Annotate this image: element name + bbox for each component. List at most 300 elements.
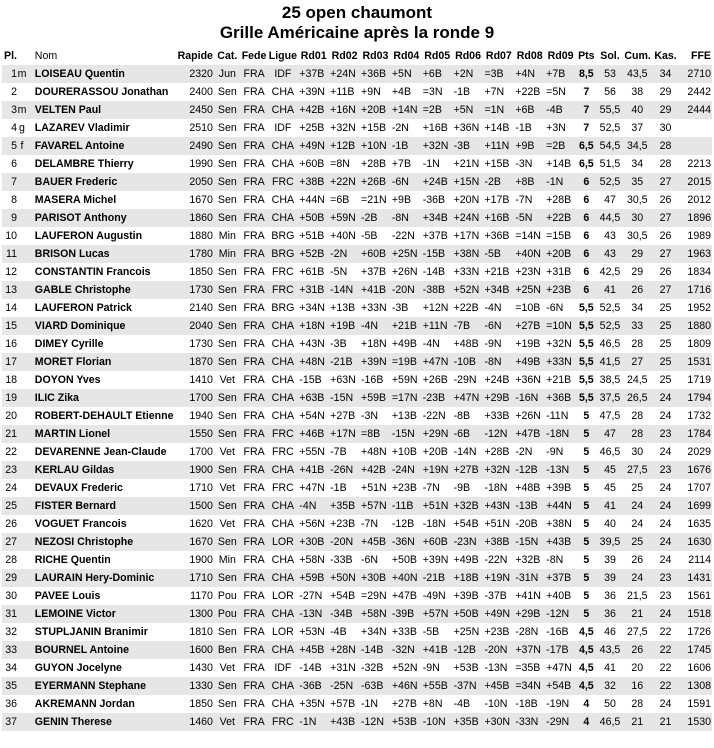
league: CHA: [267, 335, 298, 353]
cumulative: 34,5: [623, 137, 651, 155]
ffe-rating: 1880: [680, 317, 712, 335]
round-5: +20B: [422, 443, 453, 461]
points: 4,5: [576, 623, 597, 641]
kashdan: 26: [651, 263, 680, 281]
table-row: [2, 155, 712, 173]
table-row: [2, 281, 712, 299]
round-3: -5B: [360, 227, 391, 245]
rapid-rating: 1880: [175, 227, 214, 245]
round-3: +28B: [360, 155, 391, 173]
round-6: +5N: [453, 101, 484, 119]
round-5: -23B: [422, 389, 453, 407]
cumulative: 34: [623, 155, 651, 173]
title-marker: f: [20, 140, 24, 152]
player-name: LAZAREV Vladimir: [31, 119, 175, 137]
player-name: FISTER Bernard: [31, 497, 175, 515]
points: 7: [576, 83, 597, 101]
rank-cell: [2, 677, 31, 695]
round-9: -4B: [545, 101, 576, 119]
federation: FRA: [241, 623, 268, 641]
player-name: RICHE Quentin: [31, 551, 175, 569]
table-row: [2, 533, 712, 551]
ffe-rating: 1518: [680, 605, 712, 623]
category: Sen: [214, 353, 241, 371]
cumulative: 24: [623, 515, 651, 533]
round-3: -63B: [360, 677, 391, 695]
page-title: 25 open chaumont: [281, 3, 433, 22]
kashdan: 22: [651, 623, 680, 641]
ffe-rating: 1635: [680, 515, 712, 533]
player-name: MASERA Michel: [31, 191, 175, 209]
cumulative: 24,5: [623, 371, 651, 389]
rank-cell: [2, 623, 31, 641]
kashdan: 26: [651, 227, 680, 245]
table-row: [2, 497, 712, 515]
kashdan: 28: [651, 137, 680, 155]
round-7: +17B: [483, 191, 514, 209]
kashdan: 25: [651, 353, 680, 371]
round-3: -32B: [360, 659, 391, 677]
rank-cell: [2, 173, 31, 191]
table-row: [2, 569, 712, 587]
round-8: +32B: [514, 551, 545, 569]
round-3: +39N: [360, 353, 391, 371]
category: Sen: [214, 569, 241, 587]
round-5: -15B: [422, 245, 453, 263]
round-5: +32N: [422, 137, 453, 155]
solkoff: 43: [597, 245, 624, 263]
ffe-rating: 1308: [680, 677, 712, 695]
round-7: +28B: [483, 443, 514, 461]
league: BRG: [267, 227, 298, 245]
category: Sen: [214, 83, 241, 101]
round-7: -5B: [483, 245, 514, 263]
rapid-rating: 1860: [175, 209, 214, 227]
round-1: +60B: [298, 155, 329, 173]
round-9: =5N: [545, 83, 576, 101]
points: 5,5: [576, 335, 597, 353]
round-1: +63B: [298, 389, 329, 407]
rank-cell: [2, 209, 31, 227]
cumulative: 28: [623, 425, 651, 443]
kashdan: 23: [651, 425, 680, 443]
rapid-rating: 2040: [175, 317, 214, 335]
player-name: LEMOINE Victor: [31, 605, 175, 623]
points: 6: [576, 173, 597, 191]
ffe-rating: 1896: [680, 209, 712, 227]
points: 5: [576, 479, 597, 497]
solkoff: 45: [597, 479, 624, 497]
round-2: -7B: [329, 443, 360, 461]
round-1: +38B: [298, 173, 329, 191]
round-3: +45B: [360, 533, 391, 551]
round-9: +14B: [545, 155, 576, 173]
round-7: -22N: [483, 551, 514, 569]
round-1: +47N: [298, 479, 329, 497]
ffe-rating: 1699: [680, 497, 712, 515]
round-9: +31B: [545, 263, 576, 281]
rank-cell: [2, 515, 31, 533]
header-row: [2, 47, 712, 65]
round-2: +40N: [329, 227, 360, 245]
cumulative: 35: [623, 173, 651, 191]
league: IDF: [267, 659, 298, 677]
round-2: +17N: [329, 425, 360, 443]
round-4: =17N: [391, 389, 422, 407]
table-row: [2, 443, 712, 461]
kashdan: 27: [651, 281, 680, 299]
kashdan: 25: [651, 299, 680, 317]
points: 5: [576, 551, 597, 569]
category: Ben: [214, 641, 241, 659]
points: 4: [576, 713, 597, 731]
round-9: -18N: [545, 425, 576, 443]
round-9: -6N: [545, 299, 576, 317]
rank-number: 25: [5, 500, 17, 512]
ffe-rating: 1809: [680, 335, 712, 353]
federation: FRA: [241, 425, 268, 443]
round-6: -23N: [453, 533, 484, 551]
round-1: +58N: [298, 551, 329, 569]
rank-cell: [2, 479, 31, 497]
ffe-rating: 2710: [680, 65, 712, 83]
round-8: -2N: [514, 443, 545, 461]
cumulative: 37: [623, 119, 651, 137]
rank-number: 29: [5, 572, 17, 584]
round-6: -4B: [453, 695, 484, 713]
solkoff: 39: [597, 569, 624, 587]
points: 5: [576, 407, 597, 425]
round-5: -49N: [422, 587, 453, 605]
round-6: +27B: [453, 461, 484, 479]
round-4: +52N: [391, 659, 422, 677]
league: CHA: [267, 101, 298, 119]
round-7: =3B: [483, 65, 514, 83]
column-header: Rd03: [362, 50, 389, 62]
solkoff: 46,5: [597, 335, 624, 353]
player-name: DIMEY Cyrille: [31, 335, 175, 353]
solkoff: 36: [597, 605, 624, 623]
solkoff: 39,5: [597, 533, 624, 551]
round-1: +35N: [298, 695, 329, 713]
player-name: BAUER Frederic: [31, 173, 175, 191]
round-2: +57B: [329, 695, 360, 713]
round-3: +18N: [360, 335, 391, 353]
round-3: +36B: [360, 65, 391, 83]
cumulative: 34: [623, 299, 651, 317]
round-4: -1B: [391, 137, 422, 155]
league: CHA: [267, 497, 298, 515]
solkoff: 42,5: [597, 263, 624, 281]
round-8: +37N: [514, 641, 545, 659]
kashdan: 24: [651, 515, 680, 533]
round-9: +40B: [545, 587, 576, 605]
round-9: +37B: [545, 569, 576, 587]
round-8: -3N: [514, 155, 545, 173]
round-2: -3B: [329, 335, 360, 353]
category: Sen: [214, 407, 241, 425]
rank-cell: [2, 551, 31, 569]
league: FRC: [267, 425, 298, 443]
round-8: =14N: [514, 227, 545, 245]
round-3: +57N: [360, 497, 391, 515]
kashdan: 22: [651, 659, 680, 677]
cumulative: 29: [623, 263, 651, 281]
league: BRG: [267, 299, 298, 317]
points: 7: [576, 101, 597, 119]
round-7: -9N: [483, 335, 514, 353]
rank-cell: [2, 227, 31, 245]
round-1: +39N: [298, 83, 329, 101]
title-marker: g: [19, 122, 25, 134]
league: CHA: [267, 461, 298, 479]
round-1: +49N: [298, 137, 329, 155]
round-4: +14N: [391, 101, 422, 119]
round-4: -2N: [391, 119, 422, 137]
round-3: =8B: [360, 425, 391, 443]
round-6: +50B: [453, 605, 484, 623]
round-4: +59N: [391, 371, 422, 389]
round-8: +25N: [514, 281, 545, 299]
rank-number: 31: [5, 608, 17, 620]
rapid-rating: 1900: [175, 461, 214, 479]
table-row: [2, 227, 712, 245]
round-4: +23B: [391, 479, 422, 497]
round-2: +13B: [329, 299, 360, 317]
player-name: STUPLJANIN Branimir: [31, 623, 175, 641]
federation: FRA: [241, 263, 268, 281]
cumulative: 26: [623, 641, 651, 659]
column-header: Rd09: [547, 50, 574, 62]
league: CHA: [267, 83, 298, 101]
round-9: +39B: [545, 479, 576, 497]
category: Sen: [214, 335, 241, 353]
round-8: +26N: [514, 407, 545, 425]
rank-cell: [2, 569, 31, 587]
round-9: +3N: [545, 119, 576, 137]
category: Sen: [214, 137, 241, 155]
league: FRC: [267, 713, 298, 731]
cumulative: 27,5: [623, 623, 651, 641]
table-row: [2, 317, 712, 335]
round-7: -18N: [483, 479, 514, 497]
round-6: +53B: [453, 659, 484, 677]
player-name: AKREMANN Jordan: [31, 695, 175, 713]
solkoff: 41: [597, 659, 624, 677]
rank-cell: [2, 281, 31, 299]
rank-cell: [2, 371, 31, 389]
column-header: Rd06: [455, 50, 481, 62]
points: 5,5: [576, 371, 597, 389]
round-5: +47N: [422, 353, 453, 371]
round-8: +29B: [514, 605, 545, 623]
round-9: +23B: [545, 281, 576, 299]
kashdan: 25: [651, 335, 680, 353]
category: Vet: [214, 443, 241, 461]
round-5: -38B: [422, 281, 453, 299]
category: Vet: [214, 713, 241, 731]
round-9: +7B: [545, 65, 576, 83]
column-header: Fede: [241, 50, 267, 62]
ffe-rating: 1989: [680, 227, 712, 245]
round-4: +49B: [391, 335, 422, 353]
table-row: [2, 677, 712, 695]
table-row: [2, 101, 712, 119]
rank-number: 33: [5, 644, 17, 656]
round-2: -26N: [329, 461, 360, 479]
round-7: +34B: [483, 281, 514, 299]
round-3: =21N: [360, 191, 391, 209]
table-row: [2, 641, 712, 659]
round-9: -1N: [545, 173, 576, 191]
rapid-rating: 1430: [175, 659, 214, 677]
league: CHA: [267, 605, 298, 623]
points: 4: [576, 695, 597, 713]
rapid-rating: 1730: [175, 281, 214, 299]
round-4: -3B: [391, 299, 422, 317]
column-header: Cum.: [624, 50, 651, 62]
kashdan: 24: [651, 479, 680, 497]
round-7: +15B: [483, 155, 514, 173]
round-4: +7B: [391, 155, 422, 173]
round-6: +36N: [453, 119, 484, 137]
federation: FRA: [241, 461, 268, 479]
round-2: +11B: [329, 83, 360, 101]
league: IDF: [267, 119, 298, 137]
kashdan: 24: [651, 605, 680, 623]
category: Vet: [214, 479, 241, 497]
player-name: LOISEAU Quentin: [31, 65, 175, 83]
round-5: +34B: [422, 209, 453, 227]
table-row: [2, 335, 712, 353]
round-9: +20B: [545, 245, 576, 263]
player-name: CONSTANTIN Francois: [31, 263, 175, 281]
kashdan: 25: [651, 317, 680, 335]
round-3: -12N: [360, 713, 391, 731]
federation: FRA: [241, 245, 268, 263]
ffe-rating: 2442: [680, 83, 712, 101]
rank-number: 14: [5, 302, 17, 314]
round-9: -11N: [545, 407, 576, 425]
rapid-rating: 2140: [175, 299, 214, 317]
kashdan: 24: [651, 443, 680, 461]
table-row: [2, 119, 712, 137]
round-6: +24N: [453, 209, 484, 227]
league: CHA: [267, 353, 298, 371]
column-header: Nom: [34, 50, 58, 62]
round-6: +18B: [453, 569, 484, 587]
ffe-rating: 2029: [680, 443, 712, 461]
ffe-rating: 1716: [680, 281, 712, 299]
round-3: =29N: [360, 587, 391, 605]
league: CHA: [267, 407, 298, 425]
solkoff: 38,5: [597, 371, 624, 389]
round-1: +34N: [298, 299, 329, 317]
federation: FRA: [241, 281, 268, 299]
rapid-rating: 1940: [175, 407, 214, 425]
rapid-rating: 1710: [175, 569, 214, 587]
kashdan: 27: [651, 245, 680, 263]
category: Sen: [214, 263, 241, 281]
category: Sen: [214, 389, 241, 407]
federation: FRA: [241, 497, 268, 515]
ffe-rating: 1591: [680, 695, 712, 713]
table-row: [2, 245, 712, 263]
solkoff: 46,5: [597, 443, 624, 461]
round-1: +48N: [298, 353, 329, 371]
cumulative: 26,5: [623, 389, 651, 407]
category: Sen: [214, 191, 241, 209]
solkoff: 41: [597, 497, 624, 515]
rank-cell: [2, 101, 31, 119]
ffe-rating: 1726: [680, 623, 712, 641]
rapid-rating: 2050: [175, 173, 214, 191]
round-1: +42B: [298, 101, 329, 119]
cumulative: 27,5: [623, 461, 651, 479]
round-5: +60B: [422, 533, 453, 551]
round-7: -37B: [483, 587, 514, 605]
rank-number: 4: [11, 122, 17, 134]
table-row: [2, 173, 712, 191]
round-3: -2B: [360, 209, 391, 227]
rank-cell: [2, 425, 31, 443]
table-row: [2, 551, 712, 569]
round-6: +17N: [453, 227, 484, 245]
player-name: DOURERASSOU Jonathan: [31, 83, 175, 101]
player-name: DEVARENNE Jean-Claude: [31, 443, 175, 461]
round-8: -28N: [514, 623, 545, 641]
solkoff: 46,5: [597, 713, 624, 731]
federation: FRA: [241, 119, 268, 137]
rank-cell: [2, 389, 31, 407]
solkoff: 40: [597, 515, 624, 533]
player-name: PAVEE Louis: [31, 587, 175, 605]
cumulative: 38: [623, 83, 651, 101]
solkoff: 32: [597, 677, 624, 695]
round-7: -20N: [483, 641, 514, 659]
rank-cell: [2, 461, 31, 479]
round-4: +50B: [391, 551, 422, 569]
rank-cell: [2, 587, 31, 605]
round-3: -6N: [360, 551, 391, 569]
round-2: +63N: [329, 371, 360, 389]
column-header: Kas.: [654, 50, 677, 62]
rank-number: 15: [5, 320, 17, 332]
round-5: +41B: [422, 641, 453, 659]
federation: FRA: [241, 605, 268, 623]
round-4: +40N: [391, 569, 422, 587]
round-2: -5N: [329, 263, 360, 281]
solkoff: 39: [597, 551, 624, 569]
ffe-rating: 2015: [680, 173, 712, 191]
round-5: -4N: [422, 335, 453, 353]
federation: FRA: [241, 299, 268, 317]
solkoff: 51,5: [597, 155, 624, 173]
round-2: +43B: [329, 713, 360, 731]
round-2: -25N: [329, 677, 360, 695]
round-2: +23B: [329, 515, 360, 533]
round-1: +46B: [298, 425, 329, 443]
table-body: [2, 65, 712, 731]
round-5: +11N: [422, 317, 453, 335]
rank-cell: [2, 137, 31, 155]
points: 6: [576, 281, 597, 299]
round-3: -3N: [360, 407, 391, 425]
round-4: -12B: [391, 515, 422, 533]
league: CHA: [267, 389, 298, 407]
rapid-rating: 1850: [175, 263, 214, 281]
round-6: +52N: [453, 281, 484, 299]
